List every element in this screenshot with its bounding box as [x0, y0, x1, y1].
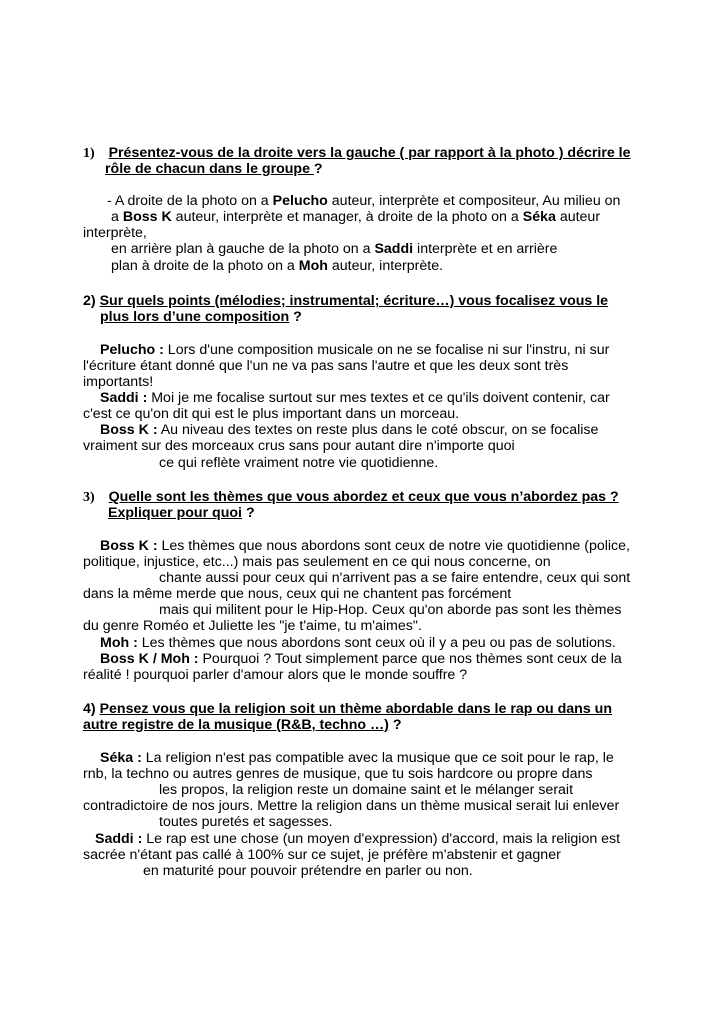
speaker-label: Pelucho :	[100, 342, 164, 358]
answer-line: chante aussi pour ceux qui n'arrivent pas a se faire entendre, ceux qui sont	[159, 570, 631, 586]
answer-line: dans la même merde que nous, ceux qui ne chantent pas forcément	[83, 586, 512, 602]
question-3-title-line-1: 3) Quelle sont les thèmes que vous abordez et ceux que vous n’abordez pas ?	[83, 489, 619, 505]
answer-line: Pelucho : Lors d'une composition musicale on ne se focalise ni sur l'instru, ni sur	[100, 342, 610, 358]
answer-line: c'est ce qu'on dit qui est le plus important dans un morceau.	[83, 406, 460, 422]
answer-line: interprète,	[83, 225, 147, 241]
answer-line: Moh : Les thèmes que nous abordons sont ceux où il y a peu ou pas de solutions.	[100, 635, 616, 651]
answer-line: en maturité pour pouvoir prétendre en parler ou non.	[143, 863, 473, 879]
question-4-title-line-1	[83, 701, 612, 717]
answer-line: du genre Roméo et Juliette les "je t'aime, tu m'aimes".	[83, 618, 422, 634]
speaker-label: Saddi :	[95, 831, 143, 847]
speaker-label: Moh :	[100, 635, 138, 651]
answer-line: ce qui reflète vraiment notre vie quotidienne.	[159, 455, 439, 471]
question-4-title: Pensez vous que la religion soit un thème abordable dans le rap ou dans un	[99, 701, 613, 717]
question-2-title-line-1	[83, 293, 608, 309]
question-1-title-line-2: rôle de chacun dans le groupe ?	[105, 161, 323, 177]
question-3-number: 3)	[83, 490, 95, 505]
question-2-number: 2)	[83, 293, 96, 309]
answer-line: importants!	[83, 374, 154, 390]
speaker-label: Séka :	[100, 750, 142, 766]
question-4-title-line-2: autre registre de la musique (R&B, techno …) ?	[83, 717, 402, 733]
answer-line: sacrée n'étant pas callé à 100% sur ce sujet, je préfère m'abstenir et gagner	[83, 847, 561, 863]
question-2-title-line-2: plus lors d’une composition ?	[100, 309, 302, 325]
speaker-label: Boss K :	[100, 422, 158, 438]
answer-line: Boss K : Au niveau des textes on reste plus dans le coté obscur, on se focalise	[100, 422, 599, 438]
member-name: Séka	[522, 209, 556, 225]
question-4-number: 4)	[83, 701, 96, 717]
question-2-title: Sur quels points (mélodies; instrumental; écriture…) vous focalisez vous le	[99, 293, 609, 309]
speaker-label: Saddi :	[100, 390, 148, 406]
member-name: Boss K	[122, 209, 172, 225]
answer-line: - A droite de la photo on a Pelucho auteur, interprète et compositeur, Au milieu on	[107, 193, 621, 209]
question-1-title: Présentez-vous de la droite vers la gauche ( par rapport à la photo ) décrire le	[108, 145, 631, 161]
answer-line: Saddi : Le rap est une chose (un moyen d'expression) d'accord, mais la religion est	[95, 831, 621, 847]
speaker-label: Boss K / Moh :	[100, 651, 199, 667]
answer-line: contradictoire de nos jours. Mettre la religion dans un thème musical serait lui enlever	[83, 798, 620, 814]
answer-line: Séka : La religion n'est pas compatible avec la musique que ce soit pour le rap, le	[100, 750, 614, 766]
answer-line: en arrière plan à gauche de la photo on a Saddi interprète et en arrière	[111, 241, 558, 257]
question-3-title-line-2: Expliquer pour quoi ?	[108, 505, 255, 521]
question-1-number: 1)	[83, 146, 95, 161]
question-1-title-line-1	[83, 145, 631, 162]
answer-line: toutes puretés et sagesses.	[159, 814, 333, 830]
member-name: Moh	[298, 258, 328, 274]
answer-line: rnb, la techno ou autres genres de musique, que tu sois hardcore ou propre dans	[83, 766, 593, 782]
answer-line: Saddi : Moi je me focalise surtout sur mes textes et ce qu'ils doivent contenir, car	[100, 390, 610, 406]
member-name: Pelucho	[272, 193, 328, 209]
question-3-title: Quelle sont les thèmes que vous abordez et ceux que vous n’abordez pas	[108, 489, 611, 505]
answer-line: politique, injustice, etc...) mais pas seulement en ce qui nous concerne, on	[83, 554, 551, 570]
answer-line: Boss K : Les thèmes que nous abordons sont ceux de notre vie quotidienne (police,	[100, 538, 630, 554]
answer-line: les propos, la religion reste un domaine saint et le mélanger serait	[159, 782, 574, 798]
member-name: Saddi	[374, 241, 414, 257]
answer-line: mais qui militent pour le Hip-Hop. Ceux qu'on aborde pas sont les thèmes	[159, 602, 622, 618]
answer-line: Boss K / Moh : Pourquoi ? Tout simplement parce que nos thèmes sont ceux de la	[100, 651, 622, 667]
answer-line: réalité ! pourquoi parler d'amour alors que le monde souffre ?	[83, 667, 468, 683]
answer-line: plan à droite de la photo on a Moh auteur, interprète.	[111, 258, 444, 274]
answer-line: vraiment sur des morceaux crus sans pour autant dire n'importe quoi	[83, 438, 515, 454]
speaker-label: Boss K :	[100, 538, 158, 554]
answer-line: a Boss K auteur, interprète et manager, à droite de la photo on a Séka auteur	[111, 209, 601, 225]
answer-line: l'écriture étant donné que l'un ne va pas sans l'autre et que les deux sont très	[83, 358, 569, 374]
